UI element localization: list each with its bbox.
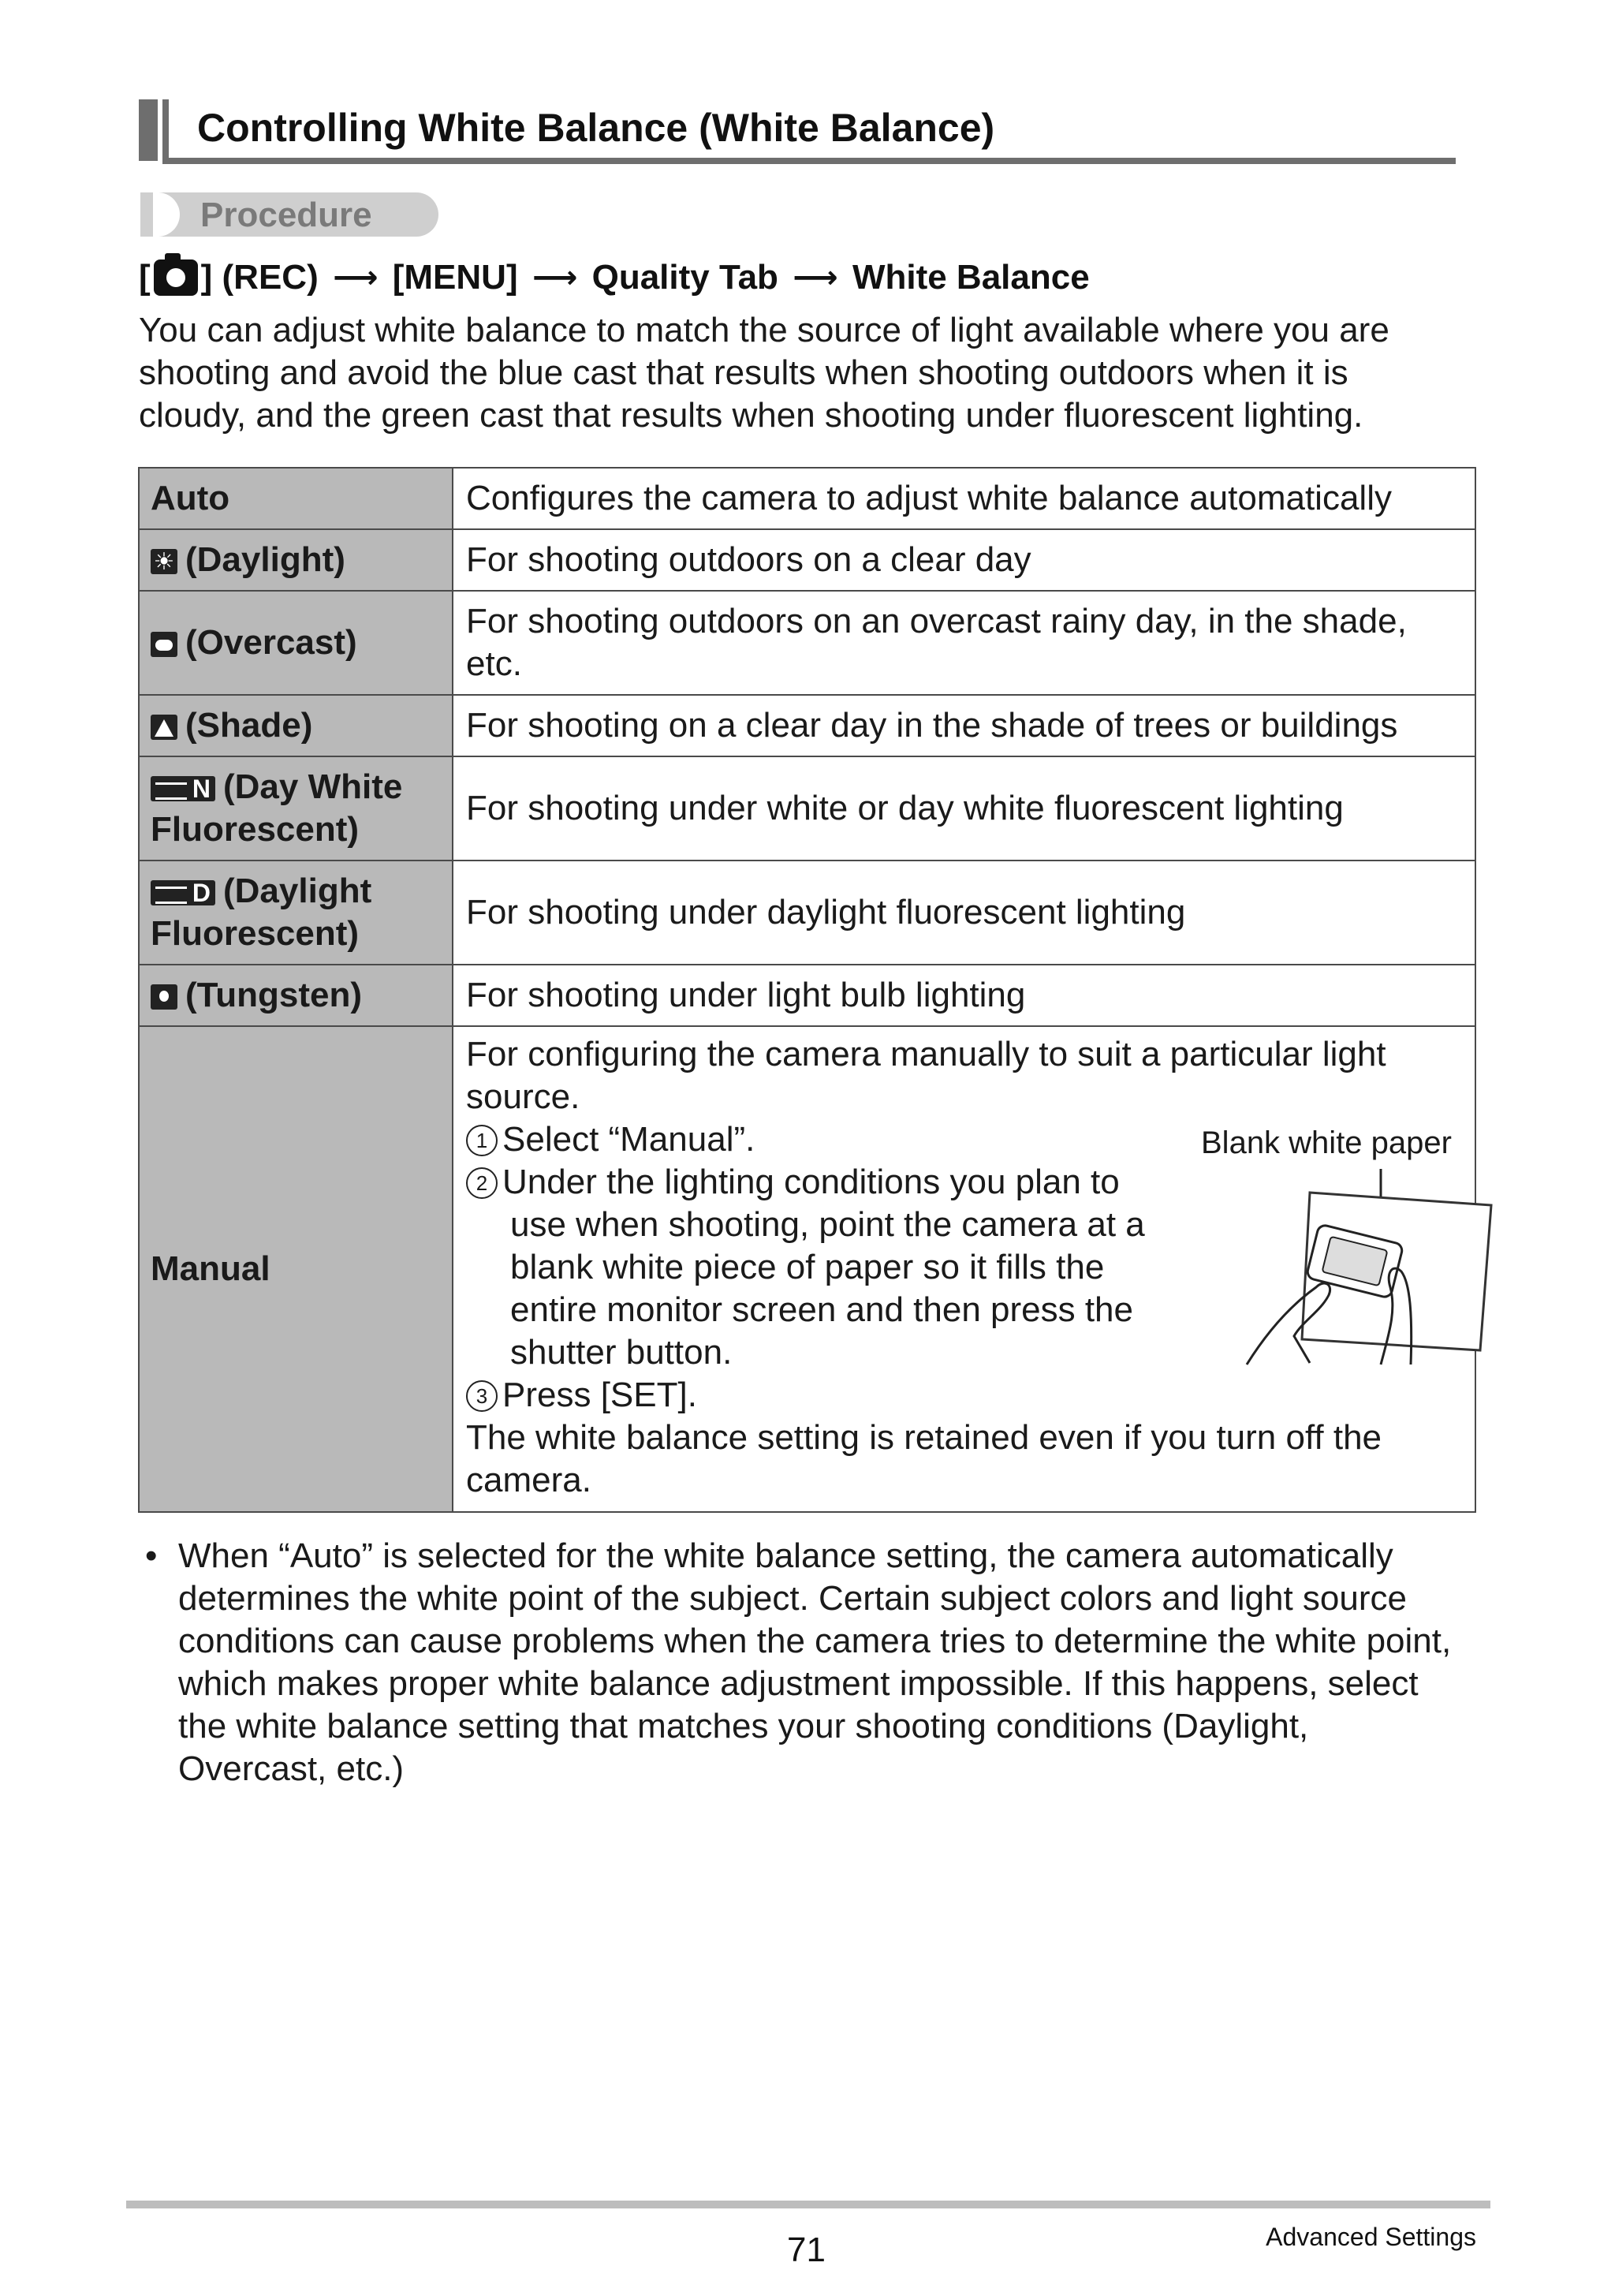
step-number: 3	[466, 1380, 498, 1412]
white-balance-table	[138, 467, 1476, 1513]
note-line: When “Auto” is selected for the white balance setting, the camera automatically	[178, 1536, 1393, 1575]
table-row	[139, 965, 1475, 1026]
step-number: 1	[466, 1125, 498, 1156]
fluorescent-icon: N	[151, 776, 215, 801]
title-underline	[162, 158, 1456, 164]
footer-section-name: Advanced Settings	[1266, 2223, 1476, 2251]
camera-icon	[154, 259, 198, 296]
option-day-white-fluorescent: N (Day White Fluorescent)	[139, 756, 453, 861]
table-row	[139, 861, 1475, 965]
fluorescent-icon: D	[151, 880, 215, 905]
procedure-label: Procedure	[200, 196, 372, 234]
illustration-label: Blank white paper	[1201, 1126, 1452, 1160]
option-overcast: (Overcast)	[139, 591, 453, 695]
footer-rule	[126, 2201, 1490, 2208]
page-number: 71	[787, 2231, 826, 2269]
intro-paragraph	[139, 309, 1479, 437]
option-manual: Manual	[139, 1026, 453, 1512]
intro-line: You can adjust white balance to match the source of light available where you are	[139, 311, 1389, 349]
option-tungsten: (Tungsten)	[139, 965, 453, 1026]
option-description: For shooting under daylight fluorescent lighting	[453, 861, 1475, 965]
menu-label: [MENU]	[392, 258, 518, 297]
blank-paper-illustration	[1223, 1161, 1507, 1366]
page-title: Controlling White Balance (White Balance)	[197, 106, 995, 150]
option-description: For shooting on a clear day in the shade of trees or buildings	[453, 695, 1475, 756]
menu-path	[139, 254, 1090, 301]
option-description	[453, 1026, 1475, 1512]
option-daylight-fluorescent: D (Daylight Fluorescent)	[139, 861, 453, 965]
manual-instructions: For configuring the camera manually to suit a particular light source. 1 Select “Manual”. 2 Under the lighting conditions you plan to use when shooting, point the camera at a blank white piece of paper so it fills the entire monitor screen and then press the shutter button. 3 Press [SET]. The white balance setting is retained even if you turn off the camera. Blank white paper	[466, 1027, 1462, 1511]
bulb-icon	[151, 984, 177, 1010]
arrow-right-icon: ⟶	[531, 260, 578, 295]
table-row	[139, 1026, 1475, 1512]
option-description: For shooting outdoors on an overcast rainy day, in the shade, etc.	[453, 591, 1475, 695]
sun-icon	[151, 549, 177, 574]
table-row	[139, 529, 1475, 591]
note-line: which makes proper white balance adjustment impossible. If this happens, select	[178, 1664, 1419, 1703]
note-line: conditions can cause problems when the camera tries to determine the white point,	[178, 1622, 1452, 1660]
title-bar-decoration-thin	[162, 99, 169, 161]
option-auto: Auto	[139, 468, 453, 529]
bullet: •	[145, 1536, 158, 1575]
option-shade: (Shade)	[139, 695, 453, 756]
table-row	[139, 695, 1475, 756]
option-description: Configures the camera to adjust white balance automatically	[453, 468, 1475, 529]
note-line: determines the white point of the subject. Certain subject colors and light source	[178, 1579, 1407, 1618]
shade-icon	[151, 715, 177, 740]
section-title	[139, 99, 1479, 164]
table-row	[139, 756, 1475, 861]
option-description: For shooting under light bulb lighting	[453, 965, 1475, 1026]
white-balance-label: White Balance	[852, 258, 1090, 297]
note-line: Overcast, etc.)	[178, 1749, 405, 1788]
table-row	[139, 468, 1475, 529]
procedure-badge	[140, 192, 438, 237]
cloud-icon	[151, 632, 177, 657]
bracket-open: [	[139, 258, 151, 297]
quality-tab-label: Quality Tab	[591, 258, 778, 297]
arrow-right-icon: ⟶	[333, 260, 379, 295]
step-number: 2	[466, 1167, 498, 1199]
rec-label: ] (REC)	[200, 258, 319, 297]
intro-line: shooting and avoid the blue cast that results when shooting outdoors when it is	[139, 353, 1348, 392]
table-row	[139, 591, 1475, 695]
option-description: For shooting under white or day white fluorescent lighting	[453, 756, 1475, 861]
note-line: the white balance setting that matches your shooting conditions (Daylight,	[178, 1707, 1309, 1745]
title-bar-decoration	[139, 99, 158, 161]
option-description: For shooting outdoors on a clear day	[453, 529, 1475, 591]
option-daylight: ☀(Daylight)	[139, 529, 453, 591]
intro-line: cloudy, and the green cast that results when shooting under fluorescent lighting.	[139, 396, 1363, 435]
note-paragraph	[139, 1535, 1479, 1790]
arrow-right-icon: ⟶	[793, 260, 838, 295]
